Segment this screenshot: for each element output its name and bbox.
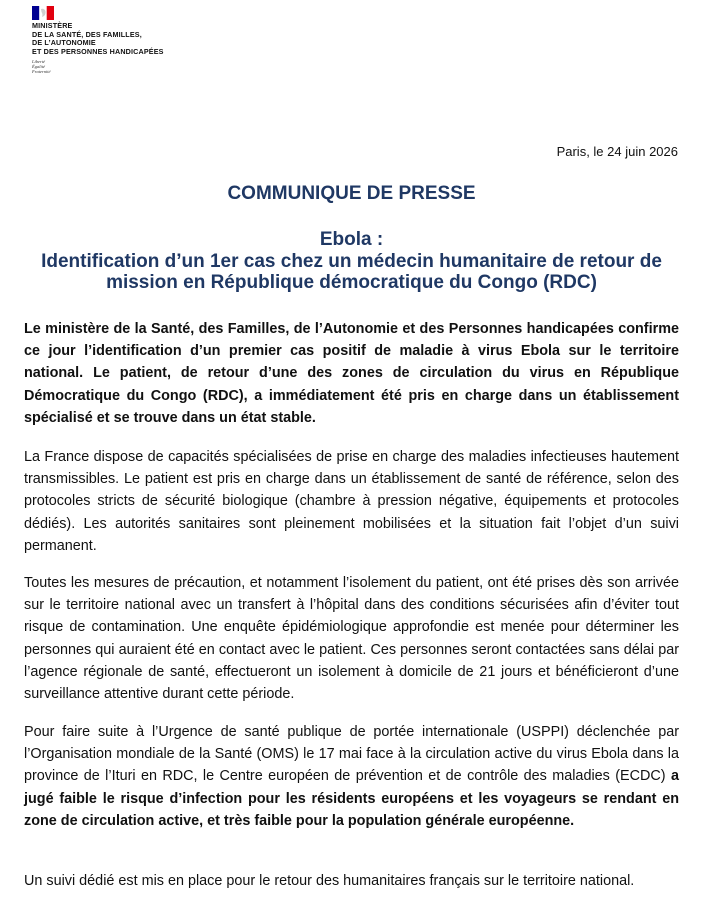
- motto-line: Fraternité: [32, 69, 51, 74]
- paragraph-bold-text: a jugé faible le risque d’infection pour les résidents européens et les voyageurs se rendant en zone de circulation active, et très faible pour la population générale européenne.: [24, 768, 679, 829]
- paragraph-text: Pour faire suite à l’Urgence de santé publique de portée internationale (USPPI) déclenchée par l’Organisation mondiale de la Santé (OMS) le 17 mai face à la circulation active du virus Ebola dans la province de l’Ituri en RDC, le Centre européen de prévention et de contrôle des maladies (ECDC): [24, 724, 679, 785]
- ministry-name: [32, 22, 164, 56]
- lead-paragraph: Le ministère de la Santé, des Familles, de l’Autonomie et des Personnes handicapées confirme ce jour l’identification d’un premier cas positif de maladie à virus Ebola sur le territoire national. Le patient, de retour d’une des zones de circulation du virus en République Démocratique du Congo (RDC), a immédiatement été pris en charge dans un établissement spécialisé et se trouve dans un état stable.: [24, 321, 679, 426]
- marianne-flag-icon: [32, 6, 54, 20]
- motto-line: Liberté: [32, 59, 45, 64]
- ministry-line: DE L’AUTONOMIE: [32, 38, 96, 48]
- body-paragraph: Toutes les mesures de précaution, et notamment l’isolement du patient, ont été prises dès son arrivée sur le territoire national avec un transfert à l’hôpital dans des conditions sécurisées afin d’éviter tout risque de contamination. Une enquête épidémiologique approfondie est menée pour déterminer les personnes qui auraient été en contact avec le patient. Ces personnes seront contactées sans délai par l’agence régionale de santé, effectueront un isolement à domicile de 21 jours et bénéficieront d’une surveillance attentive durant cette période.: [24, 575, 679, 703]
- headline-line: Ebola :: [319, 229, 384, 250]
- body-paragraph: [24, 721, 679, 832]
- republic-motto: [32, 59, 51, 74]
- ministry-line: ET DES PERSONNES HANDICAPÉES: [32, 46, 164, 56]
- ministry-line: DE LA SANTÉ, DES FAMILLES,: [32, 29, 142, 39]
- body-paragraph: La France dispose de capacités spécialisées de prise en charge des maladies infectieuses hautement transmissibles. Le patient est pris en charge dans un établissement de santé de référence, selon des protocoles stricts de sécurité biologique (chambre à pression négative, équipements et protocoles dédiés). Les autorités sanitaires sont pleinement mobilisées et la situation fait l’objet d’un suivi permanent.: [24, 449, 679, 554]
- release-date: Paris, le 24 juin 2026: [556, 144, 678, 159]
- motto-line: Égalité: [32, 64, 45, 69]
- headline: [18, 229, 685, 294]
- ministry-line: MINISTÈRE: [32, 21, 73, 30]
- headline-line: mission en République démocratique du Congo (RDC): [106, 272, 597, 293]
- body-paragraph: Un suivi dédié est mis en place pour le retour des humanitaires français sur le territoire national.: [24, 873, 635, 889]
- press-release-title: COMMUNIQUE DE PRESSE: [227, 183, 476, 204]
- headline-line: Identification d’un 1er cas chez un médecin humanitaire de retour de: [41, 250, 662, 272]
